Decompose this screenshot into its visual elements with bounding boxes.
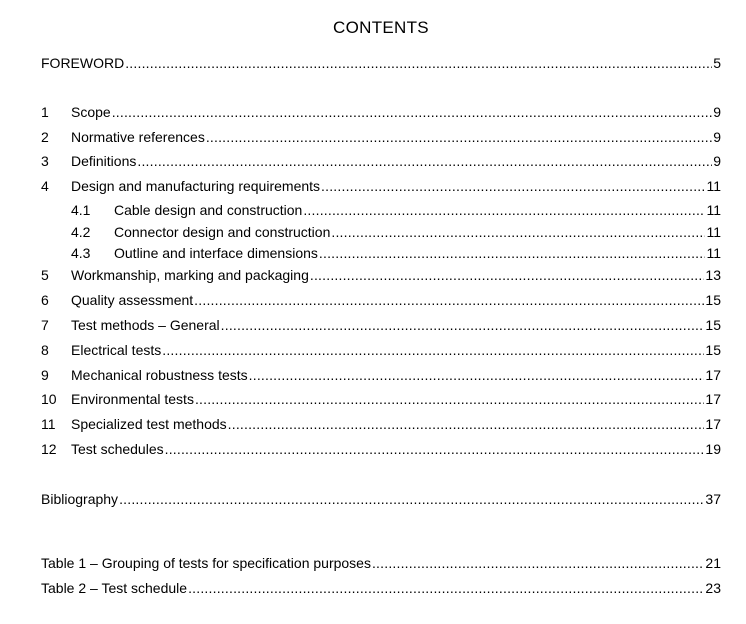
toc-entry-label: Scope (71, 104, 111, 120)
dot-leader (206, 128, 712, 146)
dot-leader (372, 554, 704, 572)
toc-entry-page: 11 (706, 224, 721, 240)
toc-entry-page: 19 (705, 441, 721, 457)
toc-entry-clause-4[interactable] (41, 177, 721, 195)
toc-entry-number: 6 (41, 292, 49, 308)
dot-leader (303, 201, 705, 219)
dot-leader (221, 316, 705, 334)
toc-entry-label: Table 1 – Grouping of tests for specification purposes (41, 555, 371, 571)
toc-entry-label: Test methods – General (71, 317, 220, 333)
toc-entry-page: 17 (705, 367, 721, 383)
toc-entry-clause-8[interactable] (41, 341, 721, 359)
toc-entry-label: Definitions (71, 153, 137, 169)
toc-entry-label: Outline and interface dimensions (114, 245, 318, 261)
toc-entry-clause-4-3[interactable] (71, 244, 721, 262)
toc-entry-page: 11 (706, 178, 721, 194)
toc-entry-page: 5 (713, 55, 721, 71)
toc-entry-page: 11 (706, 245, 721, 261)
toc-entry-label: FOREWORD (41, 55, 125, 71)
toc-entry-number: 12 (41, 441, 57, 457)
toc-entry-clause-4-1[interactable] (71, 201, 721, 219)
toc-entry-number: 4.3 (71, 245, 91, 261)
dot-leader (331, 223, 705, 241)
toc-entry-label: Electrical tests (71, 342, 162, 358)
toc-entry-bibliography[interactable] (41, 490, 721, 508)
toc-entry-number: 8 (41, 342, 49, 358)
dot-leader (319, 244, 706, 262)
dot-leader (310, 266, 705, 284)
toc-entry-table-2[interactable] (41, 579, 721, 597)
toc-entry-number: 5 (41, 267, 49, 283)
toc-entry-page: 9 (713, 129, 721, 145)
toc-entry-clause-2[interactable] (41, 128, 721, 146)
toc-entry-table-1[interactable] (41, 554, 721, 572)
dot-leader (195, 390, 704, 408)
toc-entry-number: 7 (41, 317, 49, 333)
toc-entry-label: Quality assessment (71, 292, 194, 308)
toc-entry-number: 4.1 (71, 202, 91, 218)
toc-entry-number: 9 (41, 367, 49, 383)
toc-entry-label: Cable design and construction (114, 202, 303, 218)
toc-entry-page: 17 (705, 391, 721, 407)
toc-entry-label: Normative references (71, 129, 205, 145)
dot-leader (162, 341, 704, 359)
dot-leader (194, 291, 704, 309)
toc-entry-page: 23 (705, 580, 721, 596)
toc-entry-clause-5[interactable] (41, 266, 721, 284)
toc-entry-number: 2 (41, 129, 49, 145)
dot-leader (249, 366, 705, 384)
dot-leader (137, 152, 712, 170)
toc-entry-label: Bibliography (41, 491, 119, 507)
toc-entry-clause-11[interactable] (41, 415, 721, 433)
dot-leader (321, 177, 705, 195)
dot-leader (125, 54, 712, 72)
toc-entry-label: Workmanship, marking and packaging (71, 267, 309, 283)
toc-entry-clause-7[interactable] (41, 316, 721, 334)
toc-entry-label: Environmental tests (71, 391, 194, 407)
toc-entry-page: 15 (705, 317, 721, 333)
toc-entry-page: 17 (705, 416, 721, 432)
toc-entry-page: 11 (706, 202, 721, 218)
toc-entry-page: 9 (713, 104, 721, 120)
toc-entry-page: 13 (705, 267, 721, 283)
dot-leader (228, 415, 705, 433)
toc-entry-number: 4 (41, 178, 49, 194)
toc-entry-number: 3 (41, 153, 49, 169)
toc-entry-label: Test schedules (71, 441, 164, 457)
toc-entry-label: Specialized test methods (71, 416, 227, 432)
toc-entry-page: 15 (705, 342, 721, 358)
dot-leader (188, 579, 704, 597)
toc-entry-page: 37 (705, 491, 721, 507)
toc-entry-label: Connector design and construction (114, 224, 331, 240)
toc-entry-clause-3[interactable] (41, 152, 721, 170)
dot-leader (165, 440, 705, 458)
dot-leader (119, 490, 704, 508)
toc-entry-page: 9 (713, 153, 721, 169)
toc-entry-page: 15 (705, 292, 721, 308)
toc-entry-number: 11 (41, 416, 56, 432)
toc-entry-clause-1[interactable] (41, 103, 721, 121)
toc-entry-clause-4-2[interactable] (71, 223, 721, 241)
toc-entry-label: Mechanical robustness tests (71, 367, 248, 383)
toc-entry-number: 1 (41, 104, 49, 120)
toc-entry-foreword[interactable] (41, 54, 721, 72)
toc-entry-label: Design and manufacturing requirements (71, 178, 321, 194)
toc-entry-label: Table 2 – Test schedule (41, 580, 188, 596)
toc-entry-page: 21 (705, 555, 721, 571)
dot-leader (112, 103, 713, 121)
toc-entry-number: 10 (41, 391, 57, 407)
toc-entry-clause-6[interactable] (41, 291, 721, 309)
toc-entry-clause-9[interactable] (41, 366, 721, 384)
toc-entry-clause-12[interactable] (41, 440, 721, 458)
toc-entry-number: 4.2 (71, 224, 91, 240)
page-title: CONTENTS (333, 18, 429, 37)
toc-entry-clause-10[interactable] (41, 390, 721, 408)
